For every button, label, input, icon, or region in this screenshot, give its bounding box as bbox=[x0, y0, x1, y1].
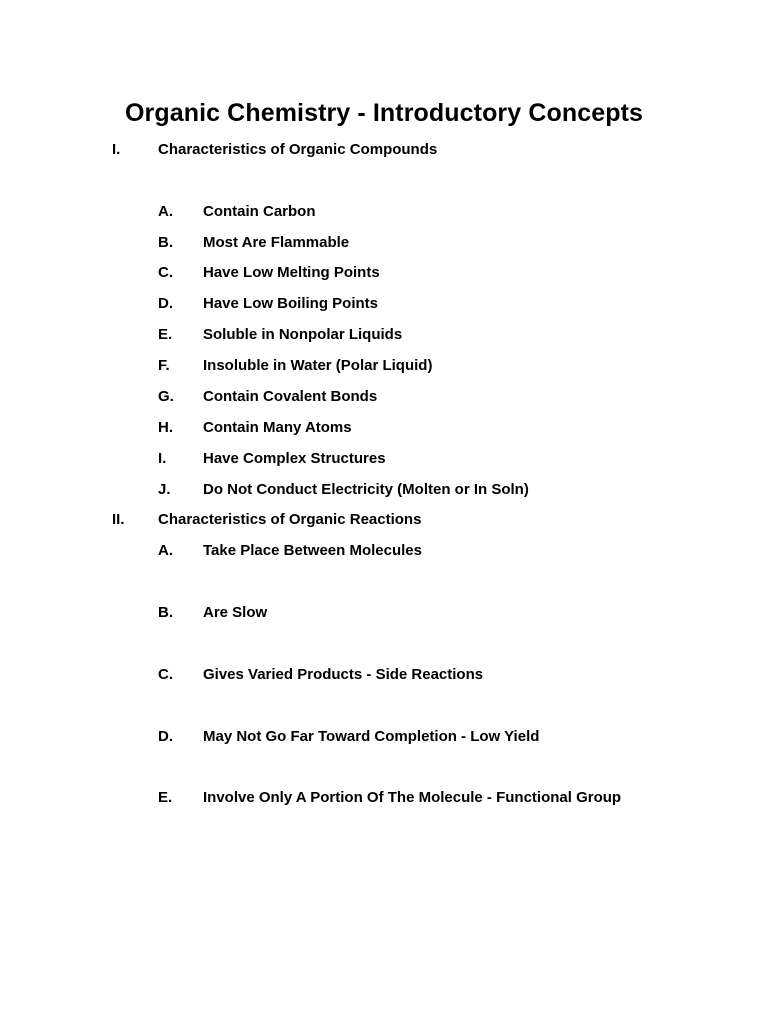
item-letter: B. bbox=[158, 234, 173, 251]
section-heading-1: Characteristics of Organic Compounds bbox=[158, 141, 438, 158]
item-text: Most Are Flammable bbox=[203, 234, 350, 251]
item-text: Have Low Melting Points bbox=[203, 264, 380, 281]
item-letter: C. bbox=[158, 666, 173, 683]
item-letter: H. bbox=[158, 419, 173, 436]
item-letter: D. bbox=[158, 728, 173, 745]
item-letter: F. bbox=[158, 357, 170, 374]
item-letter: A. bbox=[158, 542, 173, 559]
item-text: Contain Covalent Bonds bbox=[203, 388, 378, 405]
item-letter: J. bbox=[158, 481, 171, 498]
item-letter: C. bbox=[158, 264, 173, 281]
item-text: Take Place Between Molecules bbox=[203, 542, 422, 559]
section-numeral-1: I. bbox=[112, 141, 121, 158]
item-text: Have Low Boiling Points bbox=[203, 295, 379, 312]
page-title: Organic Chemistry - Introductory Concepts bbox=[124, 99, 644, 127]
section-numeral-2: II. bbox=[112, 511, 125, 528]
item-text: Contain Many Atoms bbox=[203, 419, 352, 436]
item-letter: A. bbox=[158, 203, 173, 220]
item-letter: E. bbox=[158, 326, 173, 343]
item-letter: B. bbox=[158, 604, 173, 621]
item-letter: I. bbox=[158, 450, 167, 467]
item-text: May Not Go Far Toward Completion - Low Yield bbox=[203, 728, 540, 745]
item-text: Gives Varied Products - Side Reactions bbox=[203, 666, 484, 683]
item-letter: G. bbox=[158, 388, 174, 405]
section-heading-2: Characteristics of Organic Reactions bbox=[158, 511, 422, 528]
item-text: Have Complex Structures bbox=[203, 450, 386, 467]
item-text: Soluble in Nonpolar Liquids bbox=[203, 326, 403, 343]
item-letter: E. bbox=[158, 789, 173, 806]
item-text: Do Not Conduct Electricity (Molten or In Soln) bbox=[203, 481, 529, 498]
item-text: Are Slow bbox=[203, 604, 268, 621]
item-text: Insoluble in Water (Polar Liquid) bbox=[203, 357, 433, 374]
item-text: Involve Only A Portion Of The Molecule - Functional Group bbox=[203, 789, 622, 806]
item-letter: D. bbox=[158, 295, 173, 312]
item-text: Contain Carbon bbox=[203, 203, 316, 220]
